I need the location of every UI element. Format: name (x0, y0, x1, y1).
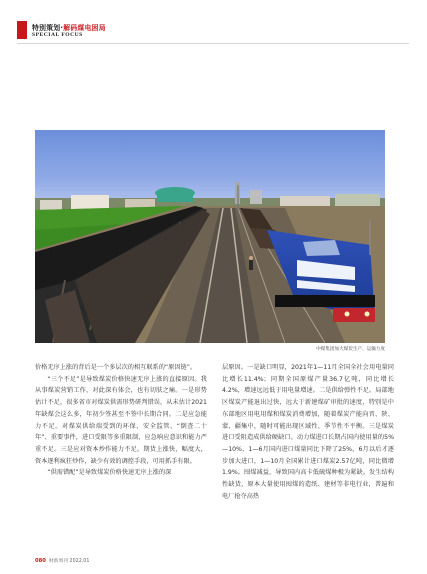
section-title-main: 特别策划· (32, 24, 64, 32)
photo-caption: 中煤集团加大煤炭生产、运输力度 (316, 347, 385, 352)
header-divider (17, 43, 409, 44)
section-title (32, 22, 106, 32)
section-subtitle: SPECIAL FOCUS (32, 32, 83, 38)
journal-issue: 财新周刊 2022.01 (48, 559, 90, 564)
paragraph: 层原因。一是缺口明显，2021年1—11月全国全社会用电量同比增长11.4%；同期全国原煤产量36.7亿吨，同比增长4.2%，增速远远低于用电量增速。二是供给弹性不足。局部地区煤炭产能退出过快，远大于新建煤矿审批的速度，特别是中东部地区用电用煤和煤炭消费增加，随着煤炭产能向晋、陕、蒙、疆集中，随时可能出现区域性、季节性不平衡。三是煤炭进口受阻造成供给硬缺口。动力煤进口长期占国内使用量的5%—10%，1—6月国内进口煤量同比下降了25%，6月以后才逐步加大进口，1—10月全国累计进口煤炭2.57亿吨，同比微增1.9%。囤煤减益，导致国内高卡低硫煤种极为紧缺。发生结构性缺货，原本大量使用囤煤的造纸、建材等非电行业，普遍和电厂抢夺高热 (222, 364, 394, 500)
paragraph: “供需错配”是导致煤炭价格快速无序上涨的深 (47, 469, 172, 477)
article-photo (35, 130, 385, 343)
section-marker (17, 21, 27, 39)
page-number: 080 (35, 558, 46, 564)
paragraph: “三个不足”是导致煤炭价格快速无序上涨的直接原因。我从事煤炭营销工作，对此深有体会，也有切肤之痛。一是形势估计不足，很多省市对煤炭供需形势研判错误，从未估计2021年缺煤会这么多，年初少签甚至不签中长期合同。二是应急能力不足。对煤炭供给端受到的环保、安全监管、“倒查二十年”、重要事件，进口受限等多重限制，应急响应意识和能力严重不足。三是应对资本炒作能力不足。期货上涨快，幅度大，资本逐利疯狂炒作，缺少有效的调控手段，可用抓手有限。 (35, 375, 207, 465)
article-column-left (35, 362, 207, 479)
article-column-right (222, 362, 394, 502)
paragraph: 价格无序上涨的背后是一个多层次的相互联系的“原因链”。 (35, 364, 197, 371)
railway-coal-train-photo (35, 130, 385, 343)
page-header (17, 21, 417, 47)
page-footer (35, 557, 89, 564)
section-title-topic: 解码煤电困局 (63, 24, 106, 32)
